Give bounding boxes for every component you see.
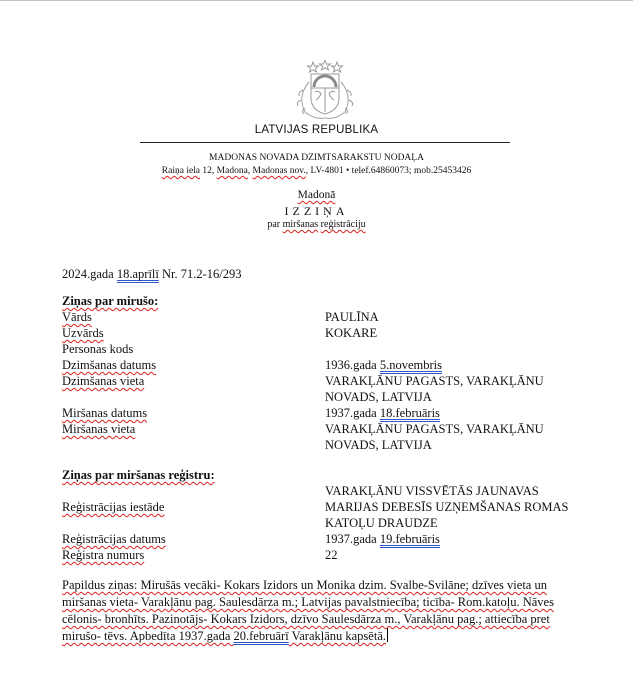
date-prefix: 1936.gada xyxy=(325,358,380,372)
additional-info-paragraph[interactable] xyxy=(62,577,572,645)
field-value-death-place-line2: NOVADS, LATVIJA xyxy=(325,438,432,452)
field-label-first-name xyxy=(62,309,92,325)
field-label-birth-place xyxy=(62,373,144,389)
label-text: Miršanas datums xyxy=(62,406,148,420)
burial-date-link[interactable]: 20.februārī xyxy=(233,629,289,643)
additional-line: Papildus ziņas: Mirušās vecāki- Kokars Izidors un Monika dzim. Svalbe-Svilāne; dzīves vieta un xyxy=(62,578,547,592)
registry-number-label xyxy=(62,547,144,563)
field-value-first-name: PAULĪNA xyxy=(325,310,379,324)
date-link[interactable]: 18.februāris xyxy=(379,406,440,420)
office-name: MADONAS NOVADA DZIMTSARAKSTU NODAĻA xyxy=(209,153,424,163)
issue-city-text: Madonā xyxy=(297,189,336,201)
registry-institution-line1: VARAKĻĀNU VISSVĒTĀS JAUNAVAS xyxy=(325,484,539,498)
label-text: Reģistrācijas iestāde xyxy=(62,500,165,514)
field-value-last-name: KOKARE xyxy=(325,326,378,340)
additional-text: mirušo- tēvs. Apbedīta 1937.gada xyxy=(62,629,234,643)
deceased-heading-text: Ziņas par mirušo: xyxy=(62,294,159,308)
field-value-death-place-line1: VARAKĻĀNU PAGASTS, VARAKĻĀNU xyxy=(325,422,544,436)
label-text: Dzimšanas datums xyxy=(62,358,157,372)
field-label-last-name xyxy=(62,325,104,341)
field-label-personal-code: Personas kods xyxy=(62,342,134,356)
registry-institution-line3: KATOĻU DRAUDZE xyxy=(325,516,438,530)
field-value-death-date xyxy=(325,405,440,421)
subtitle-word: reģistrāciju xyxy=(320,219,366,230)
office-address xyxy=(0,166,633,176)
field-label-death-place xyxy=(62,421,135,437)
address-part: 12, xyxy=(200,166,217,176)
label-text: Dzimšanas vieta xyxy=(62,374,145,388)
coat-of-arms-icon xyxy=(289,60,361,122)
document-date-number xyxy=(62,266,242,282)
registry-number-value: 22 xyxy=(325,548,338,562)
date-link[interactable]: 19.februāris xyxy=(379,532,440,546)
date-link[interactable]: 5.novembris xyxy=(379,358,443,372)
field-value-birth-place-line2: NOVADS, LATVIJA xyxy=(325,390,432,404)
field-value-birth-place-line1: VARAKĻĀNU PAGASTS, VARAKĻĀNU xyxy=(325,374,544,388)
additional-line xyxy=(62,628,572,645)
issue-city xyxy=(0,189,633,201)
document-title: IZZIŅA xyxy=(284,204,349,218)
registry-date-value xyxy=(325,531,440,547)
address-contacts: , LV-4801 • telef.64860073; mob.25453426 xyxy=(305,166,472,176)
date-prefix: 2024.gada xyxy=(62,267,117,281)
document-subtitle xyxy=(0,219,633,230)
label-text: Uzvārds xyxy=(62,326,104,340)
additional-line: miršanas vieta- Varakļānu pag. Saulesdārza m.; Latvijas pavalstniecība; ticība- Rom.katoļu. Nāves xyxy=(62,595,554,609)
date-link[interactable]: 18.aprīlī xyxy=(116,267,159,281)
field-label-death-date xyxy=(62,405,147,421)
subtitle-part: par xyxy=(267,219,283,230)
registry-institution-label xyxy=(62,499,164,515)
additional-text: Varakļānu kapsētā. xyxy=(288,629,386,643)
text-cursor xyxy=(387,628,388,642)
field-label-birth-date xyxy=(62,357,156,373)
address-part: , xyxy=(247,166,253,176)
registry-heading-text: Ziņas par miršanas reģistru: xyxy=(62,468,215,482)
label-text: Reģistra numurs xyxy=(62,548,145,562)
label-text: Miršanas vieta xyxy=(62,422,136,436)
registry-date-label xyxy=(62,531,166,547)
document-number: Nr. 71.2-16/293 xyxy=(158,267,242,281)
address-county: Madonas nov. xyxy=(252,166,306,176)
field-value-birth-date xyxy=(325,357,442,373)
republic-title: LATVIJAS REPUBLIKA xyxy=(254,124,379,136)
address-street: Raiņa iela xyxy=(161,166,201,176)
label-text: Reģistrācijas datums xyxy=(62,532,166,546)
address-city: Madona xyxy=(216,166,248,176)
header-divider xyxy=(140,142,510,143)
date-prefix: 1937.gada xyxy=(325,406,380,420)
label-text: Vārds xyxy=(62,310,92,324)
subtitle-word: miršanas xyxy=(282,219,319,230)
date-prefix: 1937.gada xyxy=(325,532,380,546)
deceased-heading xyxy=(62,293,158,309)
registry-heading xyxy=(62,467,215,483)
registry-institution-line2: MARIJAS DEBESĪS UZŅEMŠANAS ROMAS xyxy=(325,500,569,514)
additional-line: cēlonis- bronhīts. Pazinotājs- Kokars Izidors, dzīvo Saulesdārza m., Varakļānu pag.; attiecība pret xyxy=(62,612,550,626)
